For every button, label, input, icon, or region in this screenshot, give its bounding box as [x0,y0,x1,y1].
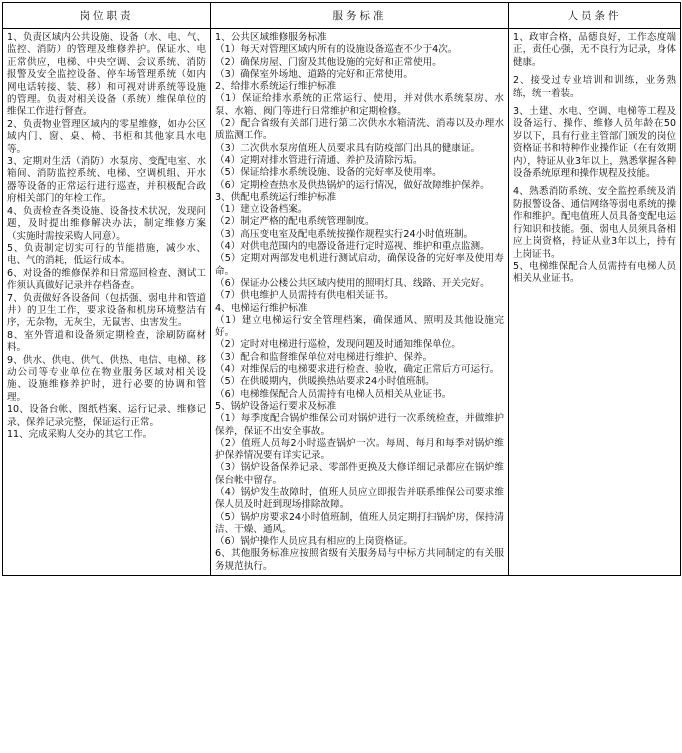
duty-item: 5、负责制定切实可行的节能措施，减少水、电、气的消耗，低运行成本。 [7,242,206,267]
standard-cell [211,29,509,576]
standard-heading: 4、电梯运行维护标准 [215,302,308,314]
standard-item: （1）保证给排水系统的正常运行、使用，并对供水系统泵房、水泵、水箱、阀门等进行日常维护和定期检修。 [215,93,504,117]
standard-item: （3）确保室外场地、道路的完好和正常使用。 [215,68,413,80]
standard-item: （3）二次供水泵房值班人员要求具有防疫部门出具的健康证。 [215,142,481,154]
duty-item: 1、负责区域内公共设施、设备（水、电、气、监控、消防）的管理及维修养护。保证水、电正常供应，电梯、中央空调、会议系统、消防报警及安全监控设备、停车场管理系统（如内网电话转接、装、移）和可视对讲系统等设施的管理。负责对相关设备（系统）维保单位的维保工作进行督查。 [7,32,206,118]
job-spec-table [2,2,681,576]
requirement-cell [509,29,681,576]
standard-item: （5）在供暖期内，供暖换热站要求24小时值班制。 [215,376,435,388]
table-header-row [3,3,681,29]
standard-item: （3）配合和监督维保单位对电梯进行维护、保养。 [215,351,433,363]
standard-item: （6）锅炉操作人员应具有相应的上岗资格证。 [215,536,413,548]
duty-item: 7、负责做好各设备间（包括强、弱电井和管道井）的卫生工作，要求设备和机房环境整洁有序，无杂物，无灰尘，无鼠害、虫害发生。 [7,292,206,329]
standard-item: （4）定期对排水管进行清通、养护及清除污垢。 [215,154,423,166]
standard-item: （1）每天对管理区域内所有的设施设备巡查不少于4次。 [215,44,458,56]
standard-item: （6）保证办公楼公共区域内使用的照明灯具、线路、开关完好。 [215,277,490,289]
standard-item: （3）高压变电室及配电系统按操作规程实行24小时值班制。 [215,228,474,240]
standard-heading: 3、供配电系统运行维护标准 [215,191,337,203]
requirement-item: 2、接受过专业培训和训练，业务熟练，统一着装。 [513,75,676,99]
duty-item: 2、负责物业管理区域内的零星维修，如办公区域内门、窗、桌、椅、书柜和其他家具水电等。 [7,118,206,155]
standard-item: （6）电梯维保配合人员需持有电梯人员相关从业证书。 [215,388,452,400]
header-requirement: 人员条件 [509,3,681,29]
requirement-item: 5、电梯维保配合人员需持有电梯人员相关从业证书。 [513,260,676,285]
standard-item: （5）保证给排水系统设施、设备的完好率及使用率。 [215,167,442,179]
requirement-item: 4、熟悉消防系统、安全监控系统及消防报警设备、通信网络等弱电系统的操作和维护。配电值班人员具备变配电运行知识和技能。强、弱电人员须具备相应上岗资格，持证从业3年以上，持有上岗证书。 [513,186,676,260]
requirement-item: 1、政审合格，品德良好，工作态度端正，责任心强，无不良行为记录，身体健康。 [513,32,676,68]
standard-item: （2）配合省级有关部门进行第二次供水水箱清洗、消毒以及办理水质监测工作。 [215,118,504,142]
standard-item: （5）锅炉房要求24小时值班制，值班人员定期打扫锅炉房，保持清洁、干燥、通风。 [215,511,504,535]
standard-item: （4）锅炉发生故障时，值班人员应立即报告并联系维保公司要求维保人员及时赶到现场排除故障。 [215,486,504,511]
table-body-row [3,29,681,576]
duty-item: 9、供水、供电、供气、供热、电信、电梯、移动公司等专业单位在物业服务区域对相关设施、设施维修养护时，进行必要的协调和管理。 [7,354,206,403]
requirement-item: 3、土建、水电、空调、电梯等工程及设备运行、操作、维修人员年龄在50岁以下，具有行业主管部门颁发的岗位资格证书和特种作业操作证（在有效期内），特证从业3年以上，熟悉掌握各种设备系统原理和操作规程及技能。 [513,106,676,180]
standard-heading: 1、公共区域维修服务标准 [215,32,327,43]
standard-item: （3）锅炉设备保养记录、零部件更换及大修详细记录都应在锅炉维保台帐中留存。 [215,462,504,486]
duty-item: 6、对设备的维修保养和日常巡回检查、测试工作须认真做好记录并存档备查。 [7,267,206,292]
duty-item: 3、定期对生活（消防）水泵房、变配电室、水箱间、消防监控系统、电梯、空调机组、开水器等设备的正常运行进行巡查，并积极配合政府相关部门的年检工作。 [7,156,206,205]
duty-item: 11、完成采购人交办的其它工作。 [7,429,153,440]
standard-item: （5）定期对两部发电机进行测试启动，确保设备的完好率及使用寿命。 [215,253,504,277]
standard-item: （2）确保房屋、门窗及其他设施的完好和正常使用。 [215,56,442,68]
duty-item: 10、设备台帐、图纸档案、运行记录、维修记录、保养记录完整，保证运行正常。 [7,404,206,428]
standard-heading: 6、其他服务标准应按照省级有关服务局与中标方共同制定的有关服务规范执行。 [215,548,504,572]
duty-item: 4、负责检查各类设施、设备技术状况，发现问题，及时提出维修解决办法，制定维修方案（实施时需按采购人同意）。 [7,205,206,242]
standard-item: （2）制定严格的配电系统管理制度。 [215,216,375,228]
header-standard: 服务标准 [211,3,509,29]
duty-cell [3,29,211,576]
standard-item: （2）值班人员每2小时巡查锅炉一次。每周、每月和每季对锅炉维护保养情况要有详实记录。 [215,437,504,462]
standard-item: （1）每季度配合锅炉维保公司对锅炉进行一次系统检查，并做维护保养，保证不出安全事故。 [215,413,504,437]
duty-item: 8、室外管道和设备须定期检查，涂刷防腐材料。 [7,329,206,354]
standard-item: （1）建立电梯运行安全管理档案，确保通风、照明及其他设施完好。 [215,314,504,339]
header-duty: 岗位职责 [3,3,211,29]
standard-item: （7）供电维护人员需持有供电相关证书。 [215,290,394,302]
standard-item: （6）定期检查热水及供热锅炉的运行情况，做好故障维护保养。 [215,179,490,191]
standard-item: （4）对供电范围内的电器设备进行定时巡视、维护和重点监测。 [215,241,490,253]
standard-heading: 2、给排水系统运行维护标准 [215,81,337,93]
standard-heading: 5、锅炉设备运行要求及标准 [215,400,337,412]
standard-item: （1）建立设备档案。 [215,204,308,216]
standard-item: （2）定时对电梯进行巡检，发现问题及时通知维保单位。 [215,339,461,351]
standard-item: （4）对维保后的电梯要求进行检查、验收，确定正常后方可运行。 [215,364,500,376]
